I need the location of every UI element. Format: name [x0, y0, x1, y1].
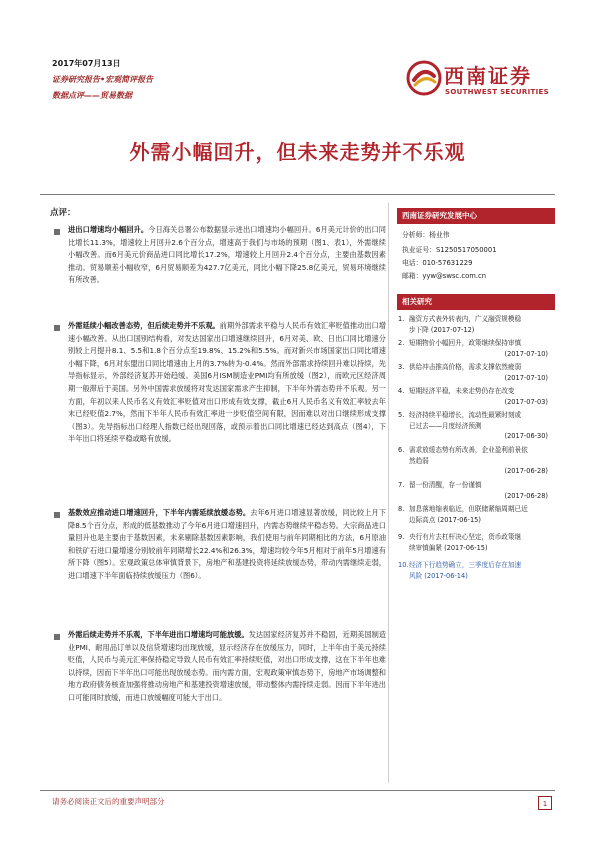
related-item[interactable]: 2. 短期物价小幅回升，政策继续保持审慎 (2017-07-10)	[398, 339, 548, 358]
paragraph-lead: 外需后续走势并不乐观，下半年进出口增速均可能放缓。	[68, 630, 249, 639]
report-date: 2017年07月13日	[52, 59, 121, 68]
paragraph-4	[68, 629, 386, 705]
analyst-name: 分析师：杨业伟	[402, 231, 450, 239]
team-header: 西南证券研究发展中心	[397, 208, 555, 224]
top-divider	[40, 194, 555, 195]
paragraph-3	[68, 507, 386, 583]
report-category: 数据点评——贸易数据	[52, 91, 132, 100]
analyst-license: 执业证号：S1250517050001	[402, 246, 497, 254]
related-item[interactable]: 6. 需求放缓态势有所改善，企业盈利前景依 然趋弱 (2017-06-28)	[398, 446, 548, 475]
page-title: 外需小幅回升，但未来走势并不乐观	[129, 140, 466, 164]
page-number: 1	[538, 796, 552, 810]
paragraph-lead: 基数效应推动进口增速回升，下半年内需延续放缓态势。	[68, 508, 251, 517]
analyst-phone: 电话：010-57631229	[402, 259, 473, 267]
related-item[interactable]: 10.经济下行趋势确立，三季度后存在加速 风险 (2017-06-14)	[398, 561, 522, 580]
related-item[interactable]: 5. 经济持续平稳增长，流动性最紧时刻或 已过去——月度经济预测 (2017-06-30)	[398, 411, 548, 440]
bullet-icon	[54, 229, 60, 235]
paragraph-1	[68, 224, 386, 287]
comment-label: 点评：	[50, 208, 76, 218]
brand-name-en: SOUTHWEST SECURITIES	[445, 88, 549, 96]
column-divider	[388, 203, 389, 783]
paragraph-lead: 外需延续小幅改善态势，但后续走势并不乐观。	[68, 321, 220, 330]
related-item[interactable]: 3. 供给冲击推高价格，需求支撑依然疲弱 (2017-07-10)	[398, 363, 548, 382]
related-item[interactable]: 7. 留一份清醒，存一份谨慎 (2017-06-28)	[398, 481, 548, 500]
report-type: 证券研究报告•宏观简评报告	[52, 75, 154, 84]
related-item[interactable]: 4. 短期经济平稳，未来走势仍存在改变 (2017-07-03)	[398, 387, 548, 406]
related-item[interactable]: 1. 融资方式表外转表内，广义融资规模稳 步下降 (2017-07-12)	[398, 315, 522, 334]
brand-logo	[404, 56, 564, 106]
paragraph-text: 前期外部需求平稳与人民币有效汇率贬值推动出口增速小幅改善。从出口国别结构看，对发达国家出口增速继续回升，6月对美、欧、日出口同比增速分别较上月提升8.1、5.5和1.8个百分点至19.8%、15.2%和5.5%。而对新兴市场国家出口同比增速小幅下降，6月对东盟出口同比增速由上月的3.7%转为-0.4%。然而外部需求持续回升难以持续，先导指标显示，外部经济复苏开始趋缓。美国6月ISM制造业PMI均有所放缓（图2），而欧元区经济周期一般滞后于美国。另外中国需求放缓将对发达国家需求产生抑制，下半年外需态势并不乐观。另一方面，年初以来人民币名义有效汇率贬值对出口形成有效支撑，截止6月人民币名义有效汇率较去年末已经贬值2.7%，然而下半年人民币有效汇率进一步贬值空间有限，因而难以对出口继续形成支撑（图3）。先导指标出口经理人指数已经出现回落，或预示着出口同比增速已经达到高点（图4），下半年出口将延续平稳或略有放缓。	[68, 321, 386, 444]
bottom-divider	[40, 790, 555, 791]
swsc-circular-logo-icon	[406, 60, 442, 96]
paragraph-text: 发达国家经济复苏并不稳固，近期美国制造业PMI、耐用品订单以及信贷增速均出现放缓，显示经济存在放缓压力，同时，上半年由于美元持续贬值，人民币与美元汇率保持稳定导致人民币有效汇率持续贬值，对出口形成支撑，这在下半年也难以持续，因而下半年出口可能出现放缓态势。而内需方面，宏观政策审慎态势下，房地产市场调整和地方政府债务核查加强将推动房地产和基建投资增速放缓，带动整体内需持续走弱。因而下半年进出口可能同时放缓，而进口放缓幅度可能大于出口。	[68, 630, 386, 702]
related-header: 相关研究	[397, 294, 555, 310]
related-item[interactable]: 9. 央行有片去杠杆决心坚定，货币政策继 续审慎偏紧 (2017-06-15)	[398, 533, 522, 552]
paragraph-text: 今日海关总署公布数据显示进出口增速均小幅回升。6月美元计价的出口同比增长11.3%，增速较上月回升2.6个百分点，增速高于我们与市场的预期（图1、表1），外需继续小幅改善。而6月美元价商品进口同比增长17.2%，增速较上月回升2.4个百分点，主要由基数因素推动。贸易顺差小幅收窄，6月贸易顺差为427.7亿美元，同比小幅下降25.8亿美元，贸易环境继续有所改善。	[68, 225, 386, 285]
paragraph-text: 去年6月进口增速显著放缓，同比较上月下降8.5个百分点，形成的低基数推动了今年6月进口增速回升，内需态势继续平稳态势。大宗商品进口量回升也是主要由于基数因素，未来剔除基数因素影响，我们使用与前年同期相比的方法，6月原油和铁矿石进口量增速分别较前年同期增长22.4%和26.3%，增速均较今年5月相对于前年5月增速有所下降（图5）。宏观政策总体审慎背景下，房地产和基建投资将延续放缓态势，带动内需继续走弱，进口增速下半年面临持续放缓压力（图6）。	[68, 508, 386, 580]
paragraph-lead: 进出口增速均小幅回升。	[68, 225, 149, 234]
related-item[interactable]: 8. 加息落地缩表临近，但联储紧缩周期已近 边际高点 (2017-06-15)	[398, 505, 528, 524]
analyst-email[interactable]: 邮箱：yyw@swsc.com.cn	[402, 272, 487, 280]
bullet-icon	[54, 512, 60, 518]
paragraph-2	[68, 320, 386, 446]
footer-disclaimer: 请务必阅读正文后的重要声明部分	[52, 797, 165, 806]
brand-name-zh: 西南证券	[444, 64, 532, 88]
bullet-icon	[54, 325, 60, 331]
bullet-icon	[54, 634, 60, 640]
